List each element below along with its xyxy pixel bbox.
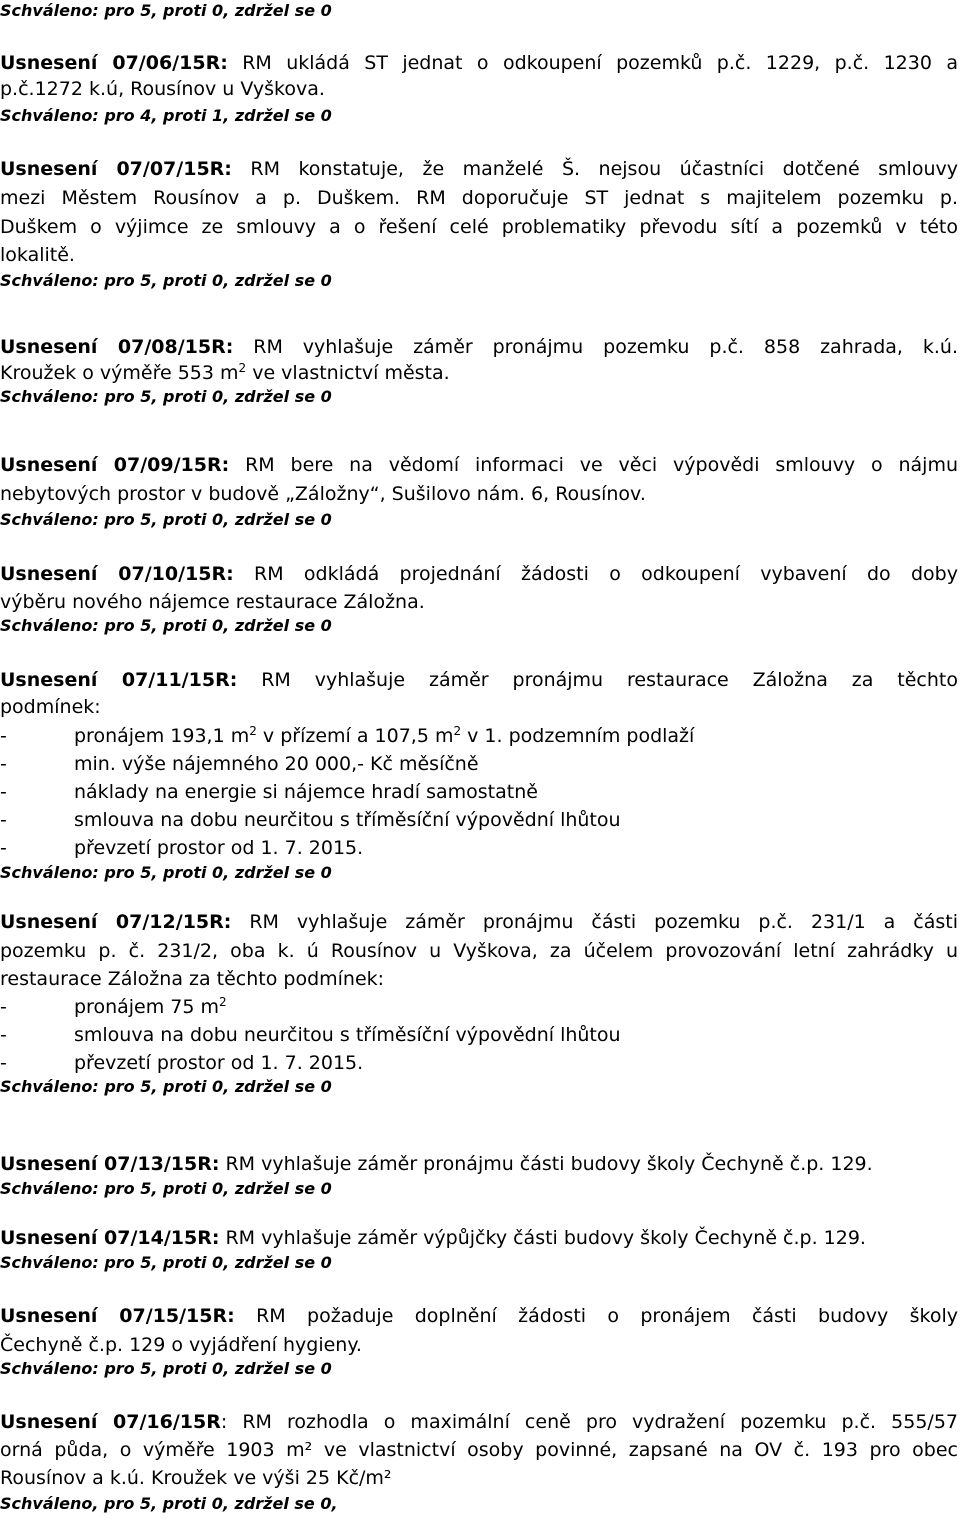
resolution-number: Usnesení 07/14/15R: [0, 1227, 220, 1249]
resolution-07-07-line3: Duškem o výjimce ze smlouvy a o řešení celé problematiky převodu sítí a pozemků v této [0, 216, 958, 238]
list-item: - min. výše nájemného 20 000,- Kč měsíčně [0, 753, 479, 775]
approval-line: Schváleno: pro 5, proti 0, zdržel se 0 [0, 271, 332, 290]
resolution-07-16-line1: Usnesení 07/16/15R: RM rozhodla o maximální ceně pro vydražení pozemku p.č. 555/57 [0, 1411, 958, 1433]
resolution-07-13-line1: Usnesení 07/13/15R: RM vyhlašuje záměr pronájmu části budovy školy Čechyně č.p. 129. [0, 1153, 873, 1175]
approval-line: Schváleno: pro 5, proti 0, zdržel se 0 [0, 1, 332, 20]
resolution-07-07-line4: lokalitě. [0, 244, 75, 266]
list-item: - pronájem 75 $m^2$ [0, 995, 227, 1018]
approval-line: Schváleno: pro 5, proti 0, zdržel se 0 [0, 1077, 332, 1096]
resolution-number: Usnesení 07/13/15R: [0, 1153, 220, 1175]
resolution-number: Usnesení 07/11/15R: [0, 669, 238, 691]
list-item: - převzetí prostor od 1. 7. 2015. [0, 837, 364, 859]
approval-line: Schváleno: pro 5, proti 0, zdržel se 0 [0, 863, 332, 882]
approval-line: Schváleno: pro 4, proti 1, zdržel se 0 [0, 106, 332, 125]
approval-line: Schváleno: pro 5, proti 0, zdržel se 0 [0, 510, 332, 529]
resolution-07-08-line2: Kroužek o výměře 553 $m^2$ ve vlastnictví města. [0, 361, 450, 384]
list-item: - smlouva na dobu neurčitou s tříměsíční výpovědní lhůtou [0, 809, 621, 831]
list-item: - pronájem 193,1 $m^2$ v přízemí a 107,5 $m^2$ v 1. podzemním podlaží [0, 724, 695, 747]
resolution-number: Usnesení 07/10/15R: [0, 563, 234, 585]
resolution-07-12-line3: restaurace Záložna za těchto podmínek: [0, 968, 385, 990]
resolution-number: Usnesení 07/08/15R: [0, 336, 234, 358]
resolution-number: Usnesení 07/09/15R: [0, 454, 230, 476]
resolution-number: Usnesení 07/12/15R: [0, 911, 232, 933]
list-item: - převzetí prostor od 1. 7. 2015. [0, 1052, 364, 1074]
resolution-07-10-line2: výběru nového nájemce restaurace Záložna. [0, 591, 425, 613]
resolution-number: Usnesení 07/07/15R: [0, 158, 232, 180]
resolution-07-14-line1: Usnesení 07/14/15R: RM vyhlašuje záměr výpůjčky části budovy školy Čechyně č.p. 129. [0, 1227, 866, 1249]
approval-line: Schváleno: pro 5, proti 0, zdržel se 0 [0, 1253, 332, 1272]
approval-line: Schváleno: pro 5, proti 0, zdržel se 0 [0, 1359, 332, 1378]
approval-line: Schváleno: pro 5, proti 0, zdržel se 0 [0, 387, 332, 406]
resolution-07-16-line2: orná půda, o výměře 1903 m² ve vlastnictví osoby povinné, zapsané na OV č. 193 pro obec [0, 1439, 958, 1461]
resolution-07-07-line1: Usnesení 07/07/15R: RM konstatuje, že manželé Š. nejsou účastníci dotčené smlouvy [0, 158, 958, 180]
resolution-07-06-line2: p.č.1272 k.ú, Rousínov u Vyškova. [0, 78, 325, 100]
resolution-07-16-line3: Rousínov a k.ú. Kroužek ve výši 25 Kč/m² [0, 1467, 392, 1489]
resolution-07-06-line1: Usnesení 07/06/15R: RM ukládá ST jednat o odkoupení pozemků p.č. 1229, p.č. 1230 a [0, 52, 958, 74]
resolution-07-10-line1: Usnesení 07/10/15R: RM odkládá projednání žádosti o odkoupení vybavení do doby [0, 563, 958, 585]
resolution-number: Usnesení 07/06/15R: [0, 52, 228, 74]
resolution-07-15-line1: Usnesení 07/15/15R: RM požaduje doplnění žádosti o pronájem části budovy školy [0, 1305, 958, 1327]
list-item: - smlouva na dobu neurčitou s tříměsíční výpovědní lhůtou [0, 1024, 621, 1046]
resolution-07-11-line1: Usnesení 07/11/15R: RM vyhlašuje záměr pronájmu restaurace Záložna za těchto [0, 669, 958, 691]
resolution-number: Usnesení 07/16/15R [0, 1411, 221, 1433]
resolution-07-12-line1: Usnesení 07/12/15R: RM vyhlašuje záměr pronájmu části pozemku p.č. 231/1 a části [0, 911, 958, 933]
approval-line: Schváleno: pro 5, proti 0, zdržel se 0 [0, 616, 332, 635]
resolution-number: Usnesení 07/15/15R: [0, 1305, 235, 1327]
list-item: - náklady na energie si nájemce hradí samostatně [0, 781, 538, 803]
approval-line: Schváleno: pro 5, proti 0, zdržel se 0 [0, 1179, 332, 1198]
resolution-07-09-line1: Usnesení 07/09/15R: RM bere na vědomí informaci ve věci výpovědi smlouvy o nájmu [0, 454, 958, 476]
resolution-07-09-line2: nebytových prostor v budově „Záložny“, Sušilovo nám. 6, Rousínov. [0, 483, 646, 505]
approval-line: Schváleno, pro 5, proti 0, zdržel se 0, [0, 1494, 338, 1513]
resolution-07-15-line2: Čechyně č.p. 129 o vyjádření hygieny. [0, 1334, 362, 1356]
resolution-07-11-line2: podmínek: [0, 696, 101, 718]
resolution-07-12-line2: pozemku p. č. 231/2, oba k. ú Rousínov u Vyškova, za účelem provozování letní zahrádky u [0, 940, 958, 962]
resolution-07-08-line1: Usnesení 07/08/15R: RM vyhlašuje záměr pronájmu pozemku p.č. 858 zahrada, k.ú. [0, 336, 958, 358]
resolution-07-07-line2: mezi Městem Rousínov a p. Duškem. RM doporučuje ST jednat s majitelem pozemku p. [0, 187, 958, 209]
